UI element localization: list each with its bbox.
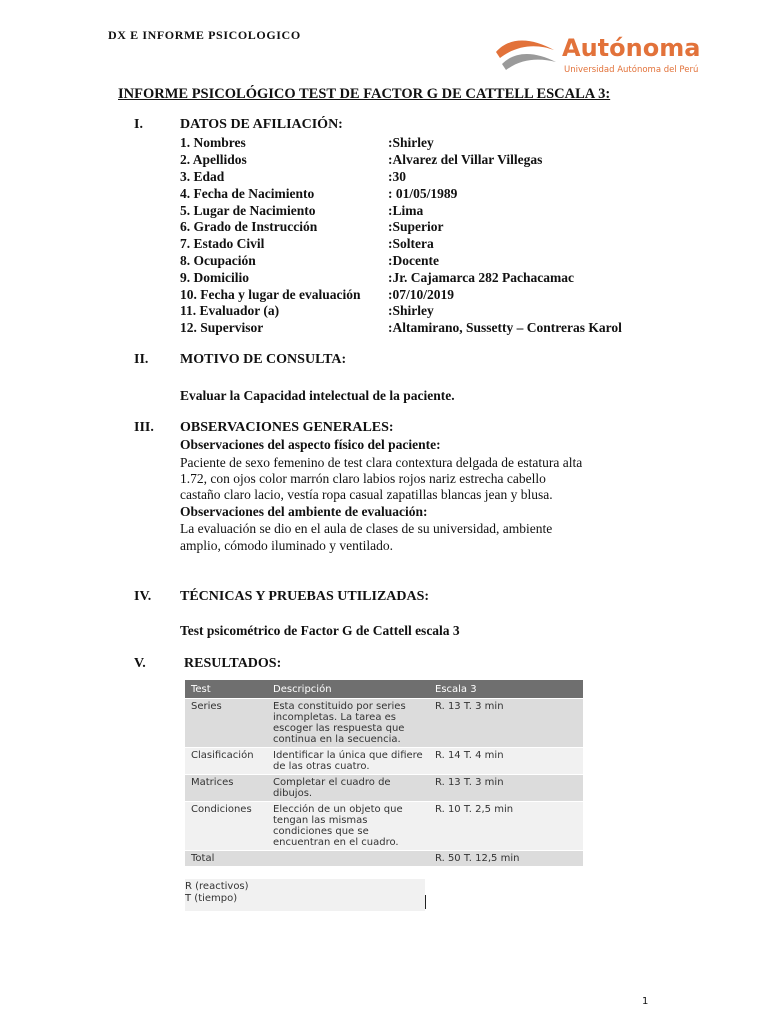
physical-observations-line: castaño claro lacio, vestía ropa casual zapatillas blancas jean y blusa. (180, 487, 553, 502)
section-1-title: DATOS DE AFILIACIÓN: (180, 117, 343, 132)
field-value: :30 (388, 169, 406, 184)
table-cell: Identificar la única que difiere de las otras cuatro. (267, 748, 429, 775)
field-value: :Shirley (388, 303, 434, 318)
section-2-number: II. (134, 352, 149, 367)
field-label: 7. Estado Civil (180, 236, 265, 251)
field-value: :Alvarez del Villar Villegas (388, 152, 543, 167)
table-cell: Clasificación (185, 748, 267, 775)
note-line: T (tiempo) (185, 893, 238, 904)
table-cell (267, 851, 429, 867)
affiliation-row (180, 135, 434, 152)
table-row (185, 775, 583, 802)
field-label: 11. Evaluador (a) (180, 303, 280, 318)
field-label: 3. Edad (180, 169, 225, 184)
affiliation-row (180, 303, 434, 320)
section-5-title: RESULTADOS: (184, 656, 282, 671)
field-value: :Shirley (388, 135, 434, 150)
section-4-title: TÉCNICAS Y PRUEBAS UTILIZADAS: (180, 589, 430, 604)
field-value: :Jr. Cajamarca 282 Pachacamac (388, 270, 574, 285)
field-value: :Soltera (388, 236, 434, 251)
environment-observations-line: amplio, cómodo iluminado y ventilado. (180, 538, 393, 553)
field-value: :Lima (388, 203, 424, 218)
column-header: Escala 3 (429, 680, 583, 699)
section-4-number: IV. (134, 589, 152, 604)
table-cell: Total (185, 851, 267, 867)
field-value: : 01/05/1989 (388, 186, 458, 201)
table-row (185, 851, 583, 867)
affiliation-row (180, 219, 444, 236)
table-cell: Matrices (185, 775, 267, 802)
note-line: R (reactivos) (185, 881, 249, 892)
text-cursor (425, 895, 426, 909)
table-cell: R. 13 T. 3 min (429, 775, 583, 802)
section-2-title: MOTIVO DE CONSULTA: (180, 352, 347, 367)
environment-observations-line: La evaluación se dio en el aula de clases de su universidad, ambiente (180, 521, 553, 536)
affiliation-row (180, 320, 622, 337)
table-cell: Elección de un objeto que tengan las mismas condiciones que se encuentran en el cuadro. (267, 802, 429, 851)
table-row (185, 802, 583, 851)
column-header: Descripción (267, 680, 429, 699)
table-row (185, 699, 583, 748)
swoosh-logo-icon (492, 30, 562, 80)
affiliation-row (180, 203, 424, 220)
field-label: 2. Apellidos (180, 152, 247, 167)
physical-observations-heading: Observaciones del aspecto físico del paciente: (180, 437, 441, 452)
results-table (185, 680, 583, 866)
affiliation-row (180, 169, 406, 186)
affiliation-row (180, 270, 574, 287)
field-label: 12. Supervisor (180, 320, 264, 335)
physical-observations-line: 1.72, con ojos color marrón claro labios rojos nariz estrecha cabello (180, 471, 546, 486)
affiliation-row (180, 186, 458, 203)
report-title: INFORME PSICOLÓGICO TEST DE FACTOR G DE CATTELL ESCALA 3: (118, 86, 611, 102)
table-header-row (185, 680, 583, 699)
table-cell: Condiciones (185, 802, 267, 851)
field-label: 8. Ocupación (180, 253, 256, 268)
page-number: 1 (642, 996, 649, 1007)
field-label: 6. Grado de Instrucción (180, 219, 318, 234)
consultation-reason: Evaluar la Capacidad intelectual de la paciente. (180, 388, 455, 403)
field-value: :Altamirano, Sussetty – Contreras Karol (388, 320, 622, 335)
university-logo (492, 30, 710, 82)
column-header: Test (185, 680, 267, 699)
field-value: :07/10/2019 (388, 287, 454, 302)
table-notes (185, 879, 425, 911)
field-label: 9. Domicilio (180, 270, 249, 285)
field-label: 5. Lugar de Nacimiento (180, 203, 316, 218)
table-cell: Esta constituido por series incompletas. La tarea es escoger las respuesta que continua en la secuencia. (267, 699, 429, 748)
table-row (185, 748, 583, 775)
table-cell: Completar el cuadro de dibujos. (267, 775, 429, 802)
section-3-number: III. (134, 420, 154, 435)
field-label: 10. Fecha y lugar de evaluación (180, 287, 361, 302)
field-label: 1. Nombres (180, 135, 246, 150)
table-cell: Series (185, 699, 267, 748)
affiliation-row (180, 152, 543, 169)
section-3-title: OBSERVACIONES GENERALES: (180, 420, 394, 435)
physical-observations-line: Paciente de sexo femenino de test clara contextura delgada de estatura alta (180, 455, 583, 470)
section-1-number: I. (134, 117, 143, 132)
logo-subtitle: Universidad Autónoma del Perú (564, 65, 699, 75)
table-cell: R. 14 T. 4 min (429, 748, 583, 775)
field-label: 4. Fecha de Nacimiento (180, 186, 315, 201)
affiliation-row (180, 236, 434, 253)
field-value: :Docente (388, 253, 439, 268)
table-cell: R. 50 T. 12,5 min (429, 851, 583, 867)
logo-wordmark: Autónoma (562, 34, 701, 62)
affiliation-row (180, 287, 454, 304)
test-used: Test psicométrico de Factor G de Cattell escala 3 (180, 623, 460, 638)
field-value: :Superior (388, 219, 444, 234)
section-5-number: V. (134, 656, 146, 671)
environment-observations-heading: Observaciones del ambiente de evaluación: (180, 504, 428, 519)
table-cell: R. 13 T. 3 min (429, 699, 583, 748)
document-header-title: DX E INFORME PSICOLOGICO (108, 28, 301, 42)
affiliation-row (180, 253, 439, 270)
table-cell: R. 10 T. 2,5 min (429, 802, 583, 851)
